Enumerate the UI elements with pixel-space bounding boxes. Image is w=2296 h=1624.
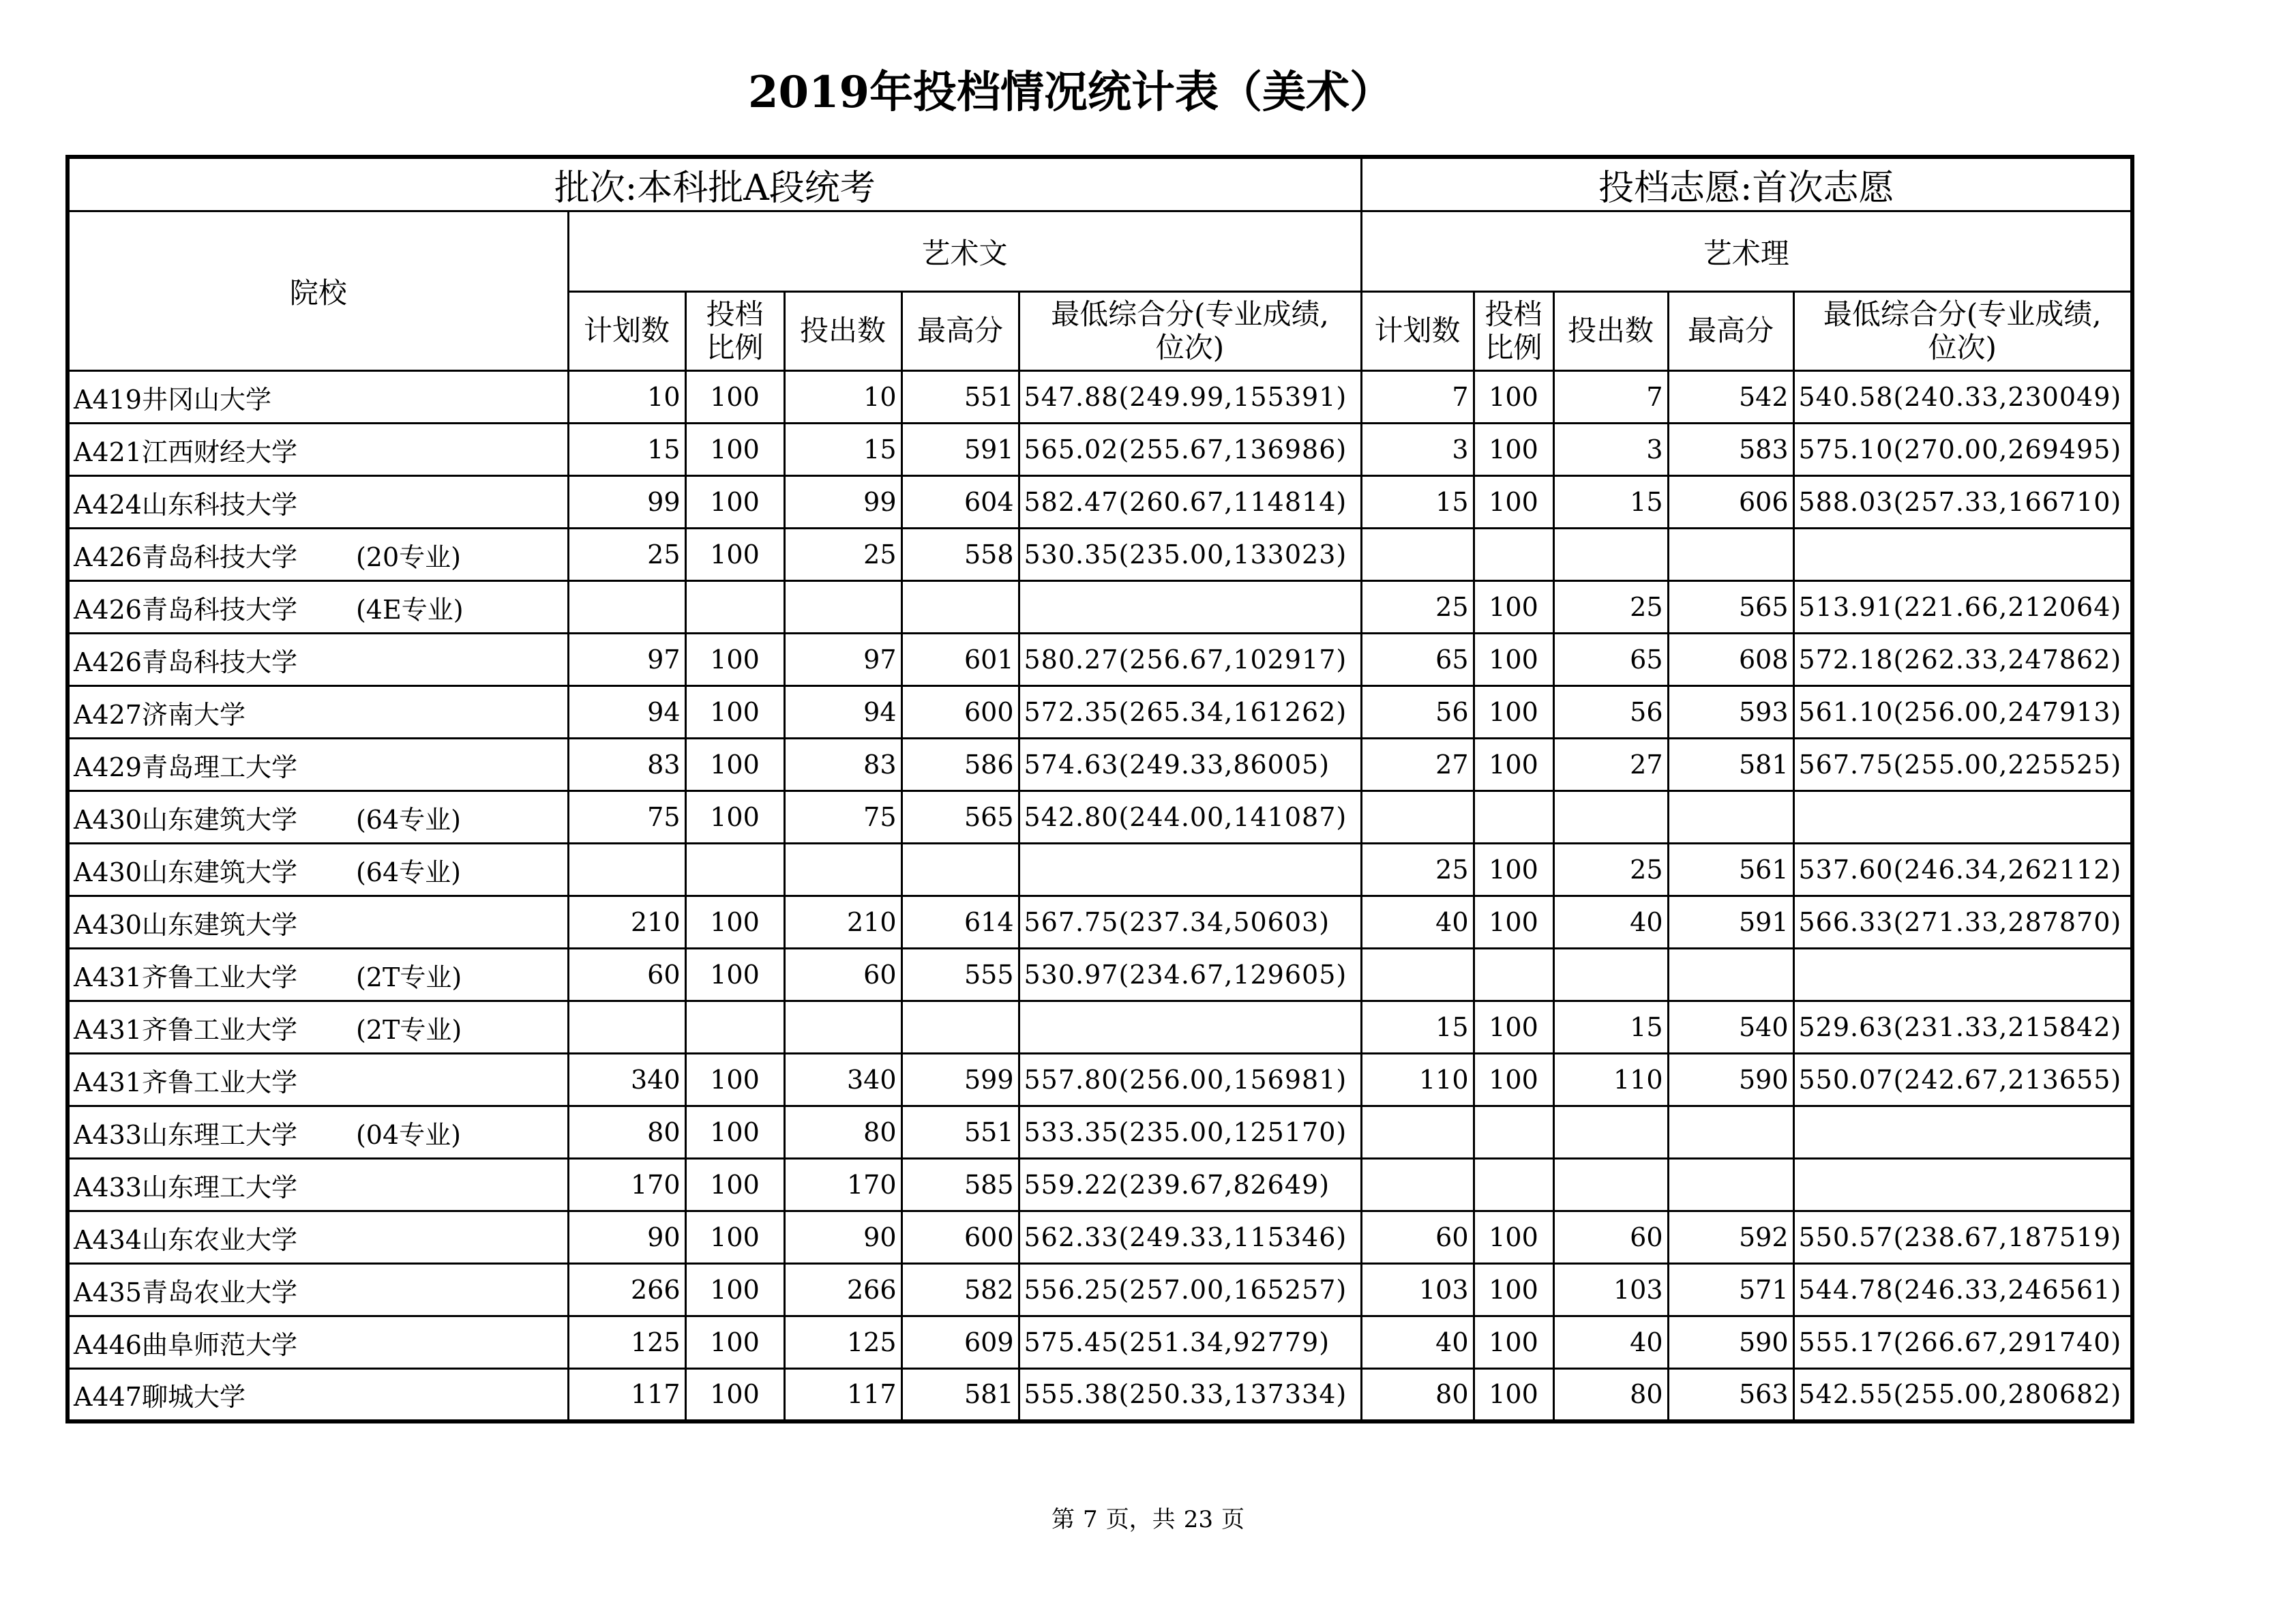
wen-max-cell: 600 bbox=[901, 686, 1019, 739]
li-plan-cell: 15 bbox=[1361, 476, 1474, 529]
li-max-cell: 563 bbox=[1668, 1369, 1793, 1421]
wen-min-score-cell: 562.33(249.33,115346) bbox=[1019, 1211, 1361, 1264]
wen-out-cell: 170 bbox=[784, 1159, 901, 1211]
li-out-cell: 25 bbox=[1553, 844, 1668, 896]
li-out-cell: 3 bbox=[1553, 424, 1668, 476]
li-min-score-cell bbox=[1793, 949, 2132, 1001]
li-min-score-cell bbox=[1793, 529, 2132, 581]
wen-ratio-cell: 100 bbox=[685, 424, 784, 476]
ratio-header: 投档 比例 bbox=[685, 292, 784, 371]
wen-max-cell bbox=[901, 1001, 1019, 1054]
table-row bbox=[68, 1159, 2132, 1211]
max-header: 最高分 bbox=[1668, 292, 1793, 371]
li-plan-cell: 65 bbox=[1361, 634, 1474, 686]
table-row bbox=[68, 686, 2132, 739]
table-row bbox=[68, 1106, 2132, 1159]
school-cell bbox=[68, 371, 568, 424]
wen-min-score-cell: 582.47(260.67,114814) bbox=[1019, 476, 1361, 529]
wen-out-cell: 25 bbox=[784, 529, 901, 581]
li-min-score-cell: 542.55(255.00,280682) bbox=[1793, 1369, 2132, 1421]
school-cell bbox=[68, 1159, 568, 1211]
school-cell bbox=[68, 1369, 568, 1421]
wen-out-cell: 340 bbox=[784, 1054, 901, 1106]
school-name: A427济南大学 bbox=[74, 699, 245, 730]
li-out-cell bbox=[1553, 529, 1668, 581]
table-row bbox=[68, 1211, 2132, 1264]
school-name: A430山东建筑大学 bbox=[74, 804, 297, 835]
min-header: 最低综合分(专业成绩, 位次) bbox=[1793, 292, 2132, 371]
school-name: A433山东理工大学 bbox=[74, 1172, 297, 1202]
wen-ratio-cell: 100 bbox=[685, 1316, 784, 1369]
wen-ratio-cell: 100 bbox=[685, 1054, 784, 1106]
li-min-score-cell: 550.57(238.67,187519) bbox=[1793, 1211, 2132, 1264]
li-ratio-cell: 100 bbox=[1474, 424, 1553, 476]
wen-max-cell: 604 bbox=[901, 476, 1019, 529]
wen-ratio-cell bbox=[685, 581, 784, 634]
li-max-cell: 592 bbox=[1668, 1211, 1793, 1264]
li-max-cell: 590 bbox=[1668, 1316, 1793, 1369]
wen-plan-cell: 60 bbox=[568, 949, 685, 1001]
wen-ratio-cell: 100 bbox=[685, 949, 784, 1001]
wen-plan-cell: 90 bbox=[568, 1211, 685, 1264]
wen-out-cell bbox=[784, 1001, 901, 1054]
wen-ratio-cell: 100 bbox=[685, 476, 784, 529]
li-out-cell: 80 bbox=[1553, 1369, 1668, 1421]
li-out-cell: 65 bbox=[1553, 634, 1668, 686]
li-ratio-cell: 100 bbox=[1474, 634, 1553, 686]
wen-max-cell: 582 bbox=[901, 1264, 1019, 1316]
li-plan-cell: 80 bbox=[1361, 1369, 1474, 1421]
wen-min-score-cell bbox=[1019, 844, 1361, 896]
wen-max-cell: 599 bbox=[901, 1054, 1019, 1106]
wen-ratio-cell: 100 bbox=[685, 1106, 784, 1159]
major-tag: (4E专业) bbox=[355, 594, 464, 625]
wen-max-cell: 586 bbox=[901, 739, 1019, 791]
major-tag: (20专业) bbox=[355, 542, 461, 572]
li-max-cell: 606 bbox=[1668, 476, 1793, 529]
li-ratio-cell: 100 bbox=[1474, 581, 1553, 634]
wen-out-cell: 80 bbox=[784, 1106, 901, 1159]
table-row bbox=[68, 371, 2132, 424]
li-ratio-cell bbox=[1474, 949, 1553, 1001]
wen-plan-cell: 75 bbox=[568, 791, 685, 844]
wen-ratio-cell: 100 bbox=[685, 634, 784, 686]
school-name: A434山东农业大学 bbox=[74, 1224, 297, 1255]
li-max-cell: 540 bbox=[1668, 1001, 1793, 1054]
major-tag: (2T专业) bbox=[355, 1014, 462, 1045]
major-tag: (2T专业) bbox=[355, 962, 462, 992]
wen-plan-cell: 97 bbox=[568, 634, 685, 686]
wen-out-cell bbox=[784, 581, 901, 634]
li-out-cell bbox=[1553, 791, 1668, 844]
li-out-cell: 40 bbox=[1553, 1316, 1668, 1369]
li-min-score-cell: 588.03(257.33,166710) bbox=[1793, 476, 2132, 529]
wen-max-cell: 551 bbox=[901, 1106, 1019, 1159]
major-tag: (04专业) bbox=[355, 1119, 461, 1150]
li-max-cell bbox=[1668, 1159, 1793, 1211]
wen-max-cell: 581 bbox=[901, 1369, 1019, 1421]
batch-label: 批次:本科批A段统考 bbox=[68, 157, 1361, 211]
wen-max-cell: 601 bbox=[901, 634, 1019, 686]
wen-min-score-cell: 542.80(244.00,141087) bbox=[1019, 791, 1361, 844]
li-max-cell bbox=[1668, 1106, 1793, 1159]
school-name: A435青岛农业大学 bbox=[74, 1277, 297, 1308]
li-max-cell: 571 bbox=[1668, 1264, 1793, 1316]
table-row bbox=[68, 791, 2132, 844]
li-plan-cell bbox=[1361, 949, 1474, 1001]
li-plan-cell: 15 bbox=[1361, 1001, 1474, 1054]
school-name: A447聊城大学 bbox=[74, 1381, 245, 1412]
li-plan-cell: 110 bbox=[1361, 1054, 1474, 1106]
school-cell bbox=[68, 686, 568, 739]
wen-min-score-cell: 572.35(265.34,161262) bbox=[1019, 686, 1361, 739]
li-plan-cell: 56 bbox=[1361, 686, 1474, 739]
li-plan-cell bbox=[1361, 1106, 1474, 1159]
table-row bbox=[68, 634, 2132, 686]
li-min-score-cell bbox=[1793, 1106, 2132, 1159]
wen-plan-cell: 266 bbox=[568, 1264, 685, 1316]
li-ratio-cell: 100 bbox=[1474, 739, 1553, 791]
li-plan-cell: 40 bbox=[1361, 1316, 1474, 1369]
school-cell bbox=[68, 896, 568, 949]
li-ratio-cell: 100 bbox=[1474, 476, 1553, 529]
page-title: 2019年投档情况统计表（美术） bbox=[747, 67, 1394, 118]
wen-plan-cell: 170 bbox=[568, 1159, 685, 1211]
wen-out-cell: 210 bbox=[784, 896, 901, 949]
li-max-cell: 561 bbox=[1668, 844, 1793, 896]
wen-out-cell: 266 bbox=[784, 1264, 901, 1316]
wen-ratio-cell: 100 bbox=[685, 1264, 784, 1316]
wen-plan-cell: 83 bbox=[568, 739, 685, 791]
out-header: 投出数 bbox=[784, 292, 901, 371]
li-out-cell: 27 bbox=[1553, 739, 1668, 791]
li-max-cell: 593 bbox=[1668, 686, 1793, 739]
wen-ratio-cell: 100 bbox=[685, 1369, 784, 1421]
school-name: A433山东理工大学 bbox=[74, 1119, 297, 1150]
wen-max-cell: 565 bbox=[901, 791, 1019, 844]
wen-plan-cell: 117 bbox=[568, 1369, 685, 1421]
li-plan-cell: 40 bbox=[1361, 896, 1474, 949]
li-ratio-cell: 100 bbox=[1474, 686, 1553, 739]
wen-out-cell: 90 bbox=[784, 1211, 901, 1264]
li-min-score-cell: 567.75(255.00,225525) bbox=[1793, 739, 2132, 791]
school-name: A426青岛科技大学 bbox=[74, 594, 297, 625]
school-header: 院校 bbox=[68, 211, 568, 371]
wen-plan-cell: 80 bbox=[568, 1106, 685, 1159]
wen-plan-cell bbox=[568, 581, 685, 634]
li-min-score-cell: 566.33(271.33,287870) bbox=[1793, 896, 2132, 949]
wen-out-cell: 97 bbox=[784, 634, 901, 686]
wen-max-cell: 585 bbox=[901, 1159, 1019, 1211]
table-row bbox=[68, 581, 2132, 634]
li-out-cell: 40 bbox=[1553, 896, 1668, 949]
li-max-cell: 542 bbox=[1668, 371, 1793, 424]
table-row bbox=[68, 1369, 2132, 1421]
school-cell bbox=[68, 739, 568, 791]
school-cell bbox=[68, 949, 568, 1001]
major-tag: (64专业) bbox=[355, 804, 461, 835]
wen-min-score-cell bbox=[1019, 581, 1361, 634]
school-cell bbox=[68, 1106, 568, 1159]
li-ratio-cell: 100 bbox=[1474, 1316, 1553, 1369]
wen-min-score-cell: 556.25(257.00,165257) bbox=[1019, 1264, 1361, 1316]
major-tag: (64专业) bbox=[355, 857, 461, 887]
wen-min-score-cell: 565.02(255.67,136986) bbox=[1019, 424, 1361, 476]
wen-min-score-cell: 555.38(250.33,137334) bbox=[1019, 1369, 1361, 1421]
wen-out-cell bbox=[784, 844, 901, 896]
li-out-cell bbox=[1553, 949, 1668, 1001]
li-ratio-cell bbox=[1474, 529, 1553, 581]
school-name: A421江西财经大学 bbox=[74, 437, 297, 467]
wen-max-cell: 609 bbox=[901, 1316, 1019, 1369]
school-name: A426青岛科技大学 bbox=[74, 647, 297, 677]
li-ratio-cell bbox=[1474, 1106, 1553, 1159]
wen-ratio-cell: 100 bbox=[685, 791, 784, 844]
li-out-cell: 15 bbox=[1553, 476, 1668, 529]
li-min-score-cell: 529.63(231.33,215842) bbox=[1793, 1001, 2132, 1054]
wen-out-cell: 125 bbox=[784, 1316, 901, 1369]
li-plan-cell: 103 bbox=[1361, 1264, 1474, 1316]
li-out-cell: 7 bbox=[1553, 371, 1668, 424]
li-max-cell: 590 bbox=[1668, 1054, 1793, 1106]
table-row bbox=[68, 949, 2132, 1001]
table-row bbox=[68, 1001, 2132, 1054]
school-name: A426青岛科技大学 bbox=[74, 542, 297, 572]
wen-plan-cell: 210 bbox=[568, 896, 685, 949]
li-ratio-cell: 100 bbox=[1474, 1211, 1553, 1264]
li-max-cell: 608 bbox=[1668, 634, 1793, 686]
li-max-cell bbox=[1668, 529, 1793, 581]
wen-min-score-cell: 559.22(239.67,82649) bbox=[1019, 1159, 1361, 1211]
plan-header: 计划数 bbox=[1361, 292, 1474, 371]
wen-max-cell: 600 bbox=[901, 1211, 1019, 1264]
wen-max-cell: 558 bbox=[901, 529, 1019, 581]
li-out-cell: 103 bbox=[1553, 1264, 1668, 1316]
li-out-cell: 25 bbox=[1553, 581, 1668, 634]
school-name: A431齐鲁工业大学 bbox=[74, 1067, 297, 1097]
li-ratio-cell: 100 bbox=[1474, 371, 1553, 424]
wen-min-score-cell: 557.80(256.00,156981) bbox=[1019, 1054, 1361, 1106]
wen-max-cell: 591 bbox=[901, 424, 1019, 476]
li-min-score-cell: 555.17(266.67,291740) bbox=[1793, 1316, 2132, 1369]
table-row bbox=[68, 1264, 2132, 1316]
school-name: A430山东建筑大学 bbox=[74, 857, 297, 887]
school-cell bbox=[68, 634, 568, 686]
wen-ratio-cell: 100 bbox=[685, 686, 784, 739]
school-name: A430山东建筑大学 bbox=[74, 909, 297, 940]
li-plan-cell: 27 bbox=[1361, 739, 1474, 791]
li-out-cell: 56 bbox=[1553, 686, 1668, 739]
wen-min-score-cell: 575.45(251.34,92779) bbox=[1019, 1316, 1361, 1369]
school-cell bbox=[68, 1211, 568, 1264]
li-min-score-cell: 540.58(240.33,230049) bbox=[1793, 371, 2132, 424]
school-cell bbox=[68, 1054, 568, 1106]
group-wen-header: 艺术文 bbox=[568, 211, 1361, 292]
table-row bbox=[68, 424, 2132, 476]
wen-min-score-cell bbox=[1019, 1001, 1361, 1054]
table-row bbox=[68, 1054, 2132, 1106]
li-min-score-cell bbox=[1793, 791, 2132, 844]
school-cell bbox=[68, 1264, 568, 1316]
li-min-score-cell: 572.18(262.33,247862) bbox=[1793, 634, 2132, 686]
out-header: 投出数 bbox=[1553, 292, 1668, 371]
school-cell bbox=[68, 424, 568, 476]
school-cell bbox=[68, 1316, 568, 1369]
school-name: A419井冈山大学 bbox=[74, 384, 271, 415]
wen-max-cell: 614 bbox=[901, 896, 1019, 949]
wen-plan-cell: 15 bbox=[568, 424, 685, 476]
li-max-cell: 581 bbox=[1668, 739, 1793, 791]
school-name: A446曲阜师范大学 bbox=[74, 1329, 297, 1360]
volunteer-label: 投档志愿:首次志愿 bbox=[1361, 157, 2132, 211]
li-max-cell: 565 bbox=[1668, 581, 1793, 634]
school-name: A424山东科技大学 bbox=[74, 489, 297, 520]
wen-min-score-cell: 530.97(234.67,129605) bbox=[1019, 949, 1361, 1001]
li-ratio-cell: 100 bbox=[1474, 844, 1553, 896]
min-header: 最低综合分(专业成绩, 位次) bbox=[1019, 292, 1361, 371]
li-ratio-cell bbox=[1474, 791, 1553, 844]
wen-min-score-cell: 580.27(256.67,102917) bbox=[1019, 634, 1361, 686]
wen-max-cell: 555 bbox=[901, 949, 1019, 1001]
li-plan-cell: 60 bbox=[1361, 1211, 1474, 1264]
wen-min-score-cell: 547.88(249.99,155391) bbox=[1019, 371, 1361, 424]
li-max-cell: 583 bbox=[1668, 424, 1793, 476]
wen-max-cell bbox=[901, 581, 1019, 634]
wen-plan-cell: 125 bbox=[568, 1316, 685, 1369]
school-cell bbox=[68, 791, 568, 844]
li-out-cell bbox=[1553, 1159, 1668, 1211]
li-plan-cell bbox=[1361, 1159, 1474, 1211]
wen-ratio-cell: 100 bbox=[685, 1211, 784, 1264]
table-row bbox=[68, 844, 2132, 896]
li-ratio-cell: 100 bbox=[1474, 1369, 1553, 1421]
li-plan-cell: 25 bbox=[1361, 581, 1474, 634]
max-header: 最高分 bbox=[901, 292, 1019, 371]
wen-out-cell: 60 bbox=[784, 949, 901, 1001]
wen-out-cell: 117 bbox=[784, 1369, 901, 1421]
li-min-score-cell: 550.07(242.67,213655) bbox=[1793, 1054, 2132, 1106]
school-cell bbox=[68, 529, 568, 581]
wen-out-cell: 10 bbox=[784, 371, 901, 424]
table-row bbox=[68, 739, 2132, 791]
table-row bbox=[68, 476, 2132, 529]
school-cell bbox=[68, 476, 568, 529]
li-plan-cell: 25 bbox=[1361, 844, 1474, 896]
school-cell bbox=[68, 581, 568, 634]
li-min-score-cell: 537.60(246.34,262112) bbox=[1793, 844, 2132, 896]
li-min-score-cell bbox=[1793, 1159, 2132, 1211]
li-min-score-cell: 561.10(256.00,247913) bbox=[1793, 686, 2132, 739]
wen-plan-cell bbox=[568, 844, 685, 896]
school-cell bbox=[68, 844, 568, 896]
wen-ratio-cell: 100 bbox=[685, 739, 784, 791]
wen-plan-cell: 340 bbox=[568, 1054, 685, 1106]
table-row bbox=[68, 1316, 2132, 1369]
school-cell bbox=[68, 1001, 568, 1054]
wen-max-cell: 551 bbox=[901, 371, 1019, 424]
wen-ratio-cell: 100 bbox=[685, 1159, 784, 1211]
wen-plan-cell: 94 bbox=[568, 686, 685, 739]
li-ratio-cell: 100 bbox=[1474, 1054, 1553, 1106]
li-out-cell: 110 bbox=[1553, 1054, 1668, 1106]
wen-min-score-cell: 533.35(235.00,125170) bbox=[1019, 1106, 1361, 1159]
wen-out-cell: 99 bbox=[784, 476, 901, 529]
li-plan-cell bbox=[1361, 791, 1474, 844]
school-name: A431齐鲁工业大学 bbox=[74, 1014, 297, 1045]
group-li-header: 艺术理 bbox=[1361, 211, 2132, 292]
school-name: A431齐鲁工业大学 bbox=[74, 962, 297, 992]
li-plan-cell: 7 bbox=[1361, 371, 1474, 424]
wen-out-cell: 75 bbox=[784, 791, 901, 844]
li-max-cell: 591 bbox=[1668, 896, 1793, 949]
wen-min-score-cell: 574.63(249.33,86005) bbox=[1019, 739, 1361, 791]
wen-ratio-cell bbox=[685, 1001, 784, 1054]
table-row bbox=[68, 529, 2132, 581]
li-plan-cell bbox=[1361, 529, 1474, 581]
page-footer: 第 7 页，共 23 页 bbox=[1052, 1506, 1244, 1533]
wen-plan-cell bbox=[568, 1001, 685, 1054]
wen-min-score-cell: 567.75(237.34,50603) bbox=[1019, 896, 1361, 949]
li-out-cell: 15 bbox=[1553, 1001, 1668, 1054]
wen-plan-cell: 99 bbox=[568, 476, 685, 529]
li-ratio-cell: 100 bbox=[1474, 896, 1553, 949]
wen-ratio-cell: 100 bbox=[685, 896, 784, 949]
plan-header: 计划数 bbox=[568, 292, 685, 371]
li-ratio-cell: 100 bbox=[1474, 1001, 1553, 1054]
wen-ratio-cell bbox=[685, 844, 784, 896]
admission-table bbox=[65, 155, 2134, 1423]
table-row bbox=[68, 896, 2132, 949]
wen-max-cell bbox=[901, 844, 1019, 896]
wen-plan-cell: 10 bbox=[568, 371, 685, 424]
li-min-score-cell: 575.10(270.00,269495) bbox=[1793, 424, 2132, 476]
wen-out-cell: 83 bbox=[784, 739, 901, 791]
li-ratio-cell: 100 bbox=[1474, 1264, 1553, 1316]
wen-out-cell: 15 bbox=[784, 424, 901, 476]
li-max-cell bbox=[1668, 949, 1793, 1001]
ratio-header: 投档 比例 bbox=[1474, 292, 1553, 371]
wen-ratio-cell: 100 bbox=[685, 529, 784, 581]
wen-plan-cell: 25 bbox=[568, 529, 685, 581]
wen-ratio-cell: 100 bbox=[685, 371, 784, 424]
li-min-score-cell: 513.91(221.66,212064) bbox=[1793, 581, 2132, 634]
wen-min-score-cell: 530.35(235.00,133023) bbox=[1019, 529, 1361, 581]
li-min-score-cell: 544.78(246.33,246561) bbox=[1793, 1264, 2132, 1316]
wen-out-cell: 94 bbox=[784, 686, 901, 739]
li-ratio-cell bbox=[1474, 1159, 1553, 1211]
li-max-cell bbox=[1668, 791, 1793, 844]
li-out-cell bbox=[1553, 1106, 1668, 1159]
school-name: A429青岛理工大学 bbox=[74, 752, 297, 782]
li-plan-cell: 3 bbox=[1361, 424, 1474, 476]
li-out-cell: 60 bbox=[1553, 1211, 1668, 1264]
